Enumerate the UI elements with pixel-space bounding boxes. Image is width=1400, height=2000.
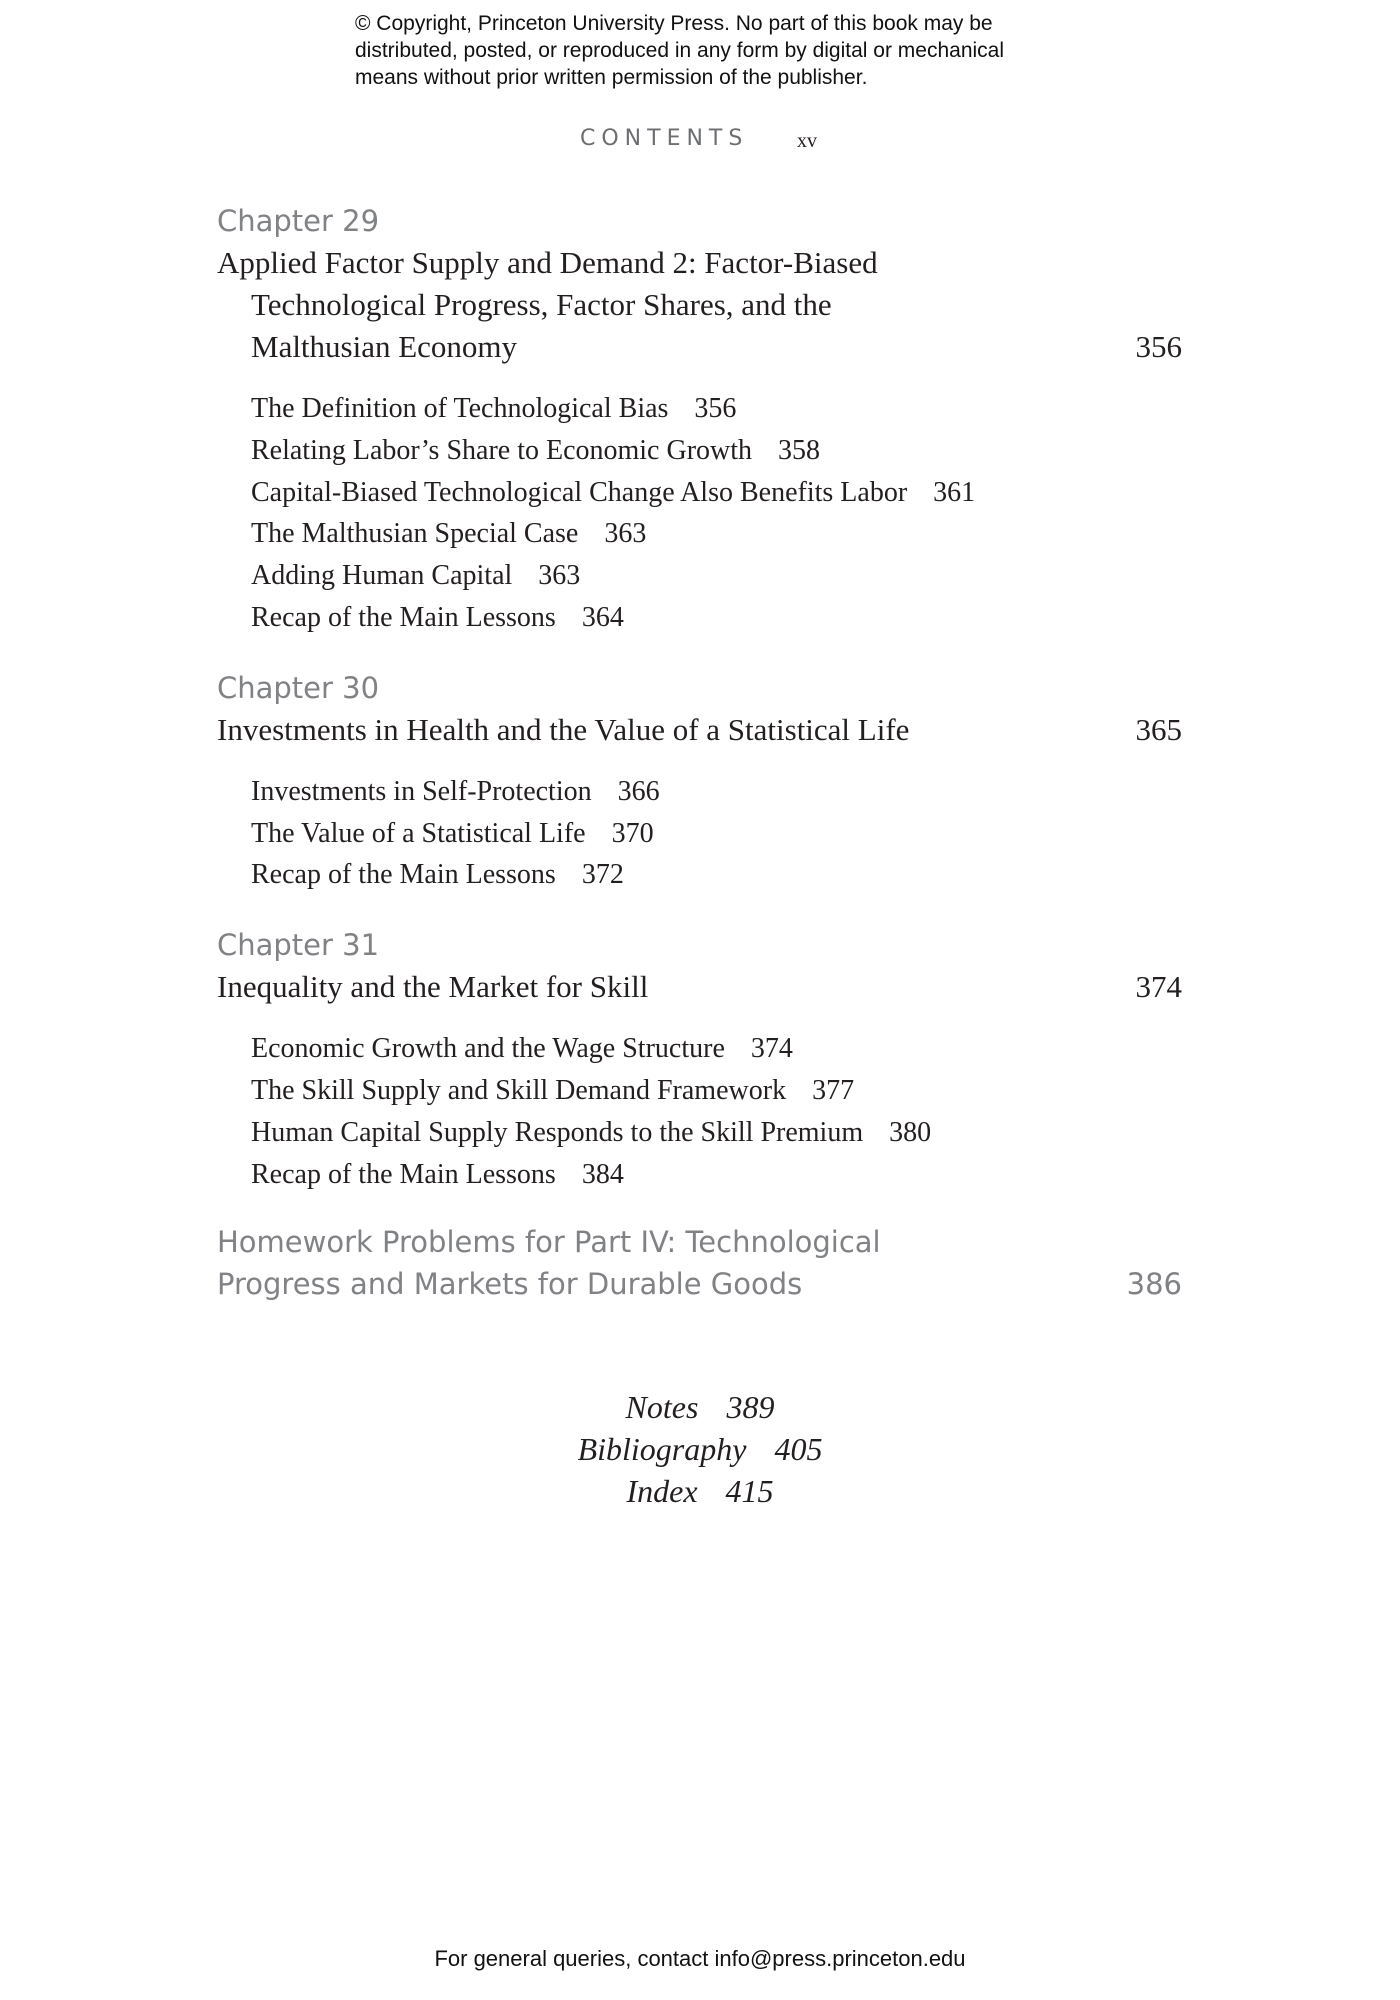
section-page-number: 366 <box>617 775 660 807</box>
copyright-notice <box>355 10 1095 91</box>
section-page-number: 380 <box>889 1116 932 1148</box>
section-title: Relating Labor’s Share to Economic Growth <box>251 434 753 466</box>
section-entry <box>251 1070 1182 1112</box>
back-matter-notes <box>0 1386 1400 1428</box>
section-title: Capital-Biased Technological Change Also Benefits Labor <box>251 476 908 508</box>
section-entry <box>251 430 1182 472</box>
section-page-number: 374 <box>750 1033 793 1065</box>
homework-title-line: Progress and Markets for Durable Goods <box>217 1267 803 1302</box>
section-page-number: 364 <box>581 601 624 633</box>
section-page-number: 372 <box>581 859 624 891</box>
back-matter-title: Notes <box>625 1389 699 1425</box>
chapter-title-line: Technological Progress, Factor Shares, and the <box>251 287 832 322</box>
chapter-title <box>217 709 1182 751</box>
section-title: The Value of a Statistical Life <box>251 817 586 849</box>
section-list <box>217 1028 1182 1195</box>
section-title: Economic Growth and the Wage Structure <box>251 1033 725 1065</box>
section-entry <box>251 854 1182 896</box>
chapter-label: Chapter 30 <box>217 670 380 705</box>
section-title: Human Capital Supply Responds to the Skill Premium <box>251 1116 864 1148</box>
chapter-title-line: Applied Factor Supply and Demand 2: Factor-Biased <box>217 245 878 280</box>
section-page-number: 356 <box>694 393 737 424</box>
back-matter-page-number: 389 <box>726 1389 775 1425</box>
section-entry <box>251 388 1182 430</box>
chapter-title-line: Malthusian Economy <box>251 329 518 364</box>
chapter-title-line: Investments in Health and the Value of a Statistical Life <box>217 711 910 747</box>
section-page-number: 361 <box>933 476 976 508</box>
section-entry <box>251 472 1182 514</box>
back-matter-bibliography <box>0 1428 1400 1470</box>
chapter-title-row <box>217 709 1182 751</box>
back-matter-page-number: 405 <box>774 1431 823 1467</box>
section-title: Recap of the Main Lessons <box>251 859 556 891</box>
footer-contact: For general queries, contact info@press.princeton.edu <box>434 1946 966 1971</box>
copyright-line: distributed, posted, or reproduced in any form by digital or mechanical <box>355 39 1005 62</box>
chapter-page-number: 365 <box>1135 711 1182 747</box>
chapter-title-line: Inequality and the Market for Skill <box>217 969 649 1005</box>
section-title: Recap of the Main Lessons <box>251 601 556 633</box>
section-entry <box>251 555 1182 597</box>
section-entry <box>251 1154 1182 1196</box>
section-title: The Skill Supply and Skill Demand Framework <box>251 1074 787 1106</box>
table-of-contents <box>217 202 1182 1305</box>
chapter-30-entry <box>217 669 1182 896</box>
section-entry <box>251 597 1182 639</box>
running-head-page-number: xv <box>797 130 817 152</box>
chapter-title <box>217 966 1182 1008</box>
back-matter-page-number: 415 <box>725 1473 774 1509</box>
copyright-line: © Copyright, Princeton University Press. No part of this book may be <box>355 12 993 35</box>
chapter-title-row <box>217 966 1182 1008</box>
homework-page-number: 386 <box>1126 1267 1182 1302</box>
section-page-number: 363 <box>604 518 647 550</box>
running-head-title: CONTENTS <box>580 126 749 151</box>
chapter-29-entry <box>217 202 1182 639</box>
homework-problems-entry <box>217 1221 1182 1305</box>
section-page-number: 384 <box>581 1158 624 1190</box>
back-matter-index <box>0 1470 1400 1512</box>
section-title: Investments in Self-Protection <box>251 775 592 807</box>
chapter-page-number: 374 <box>1135 969 1182 1005</box>
chapter-title <box>217 242 1182 368</box>
running-head <box>0 126 1400 158</box>
chapter-label: Chapter 31 <box>217 928 380 963</box>
section-page-number: 363 <box>538 560 581 592</box>
section-title: The Malthusian Special Case <box>251 518 579 550</box>
section-entry <box>251 513 1182 555</box>
section-page-number: 370 <box>611 817 654 849</box>
chapter-label: Chapter 29 <box>217 204 380 238</box>
copyright-line: means without prior written permission of the publisher. <box>355 66 868 89</box>
chapter-page-number: 356 <box>1135 329 1182 364</box>
section-entry <box>251 1112 1182 1154</box>
section-title: Adding Human Capital <box>251 560 513 592</box>
chapter-31-entry <box>217 926 1182 1195</box>
section-title: The Definition of Technological Bias <box>251 393 669 424</box>
section-entry <box>251 813 1182 855</box>
back-matter-list <box>0 1386 1400 1512</box>
section-title: Recap of the Main Lessons <box>251 1158 556 1190</box>
section-list <box>217 388 1182 639</box>
back-matter-title: Bibliography <box>577 1431 747 1467</box>
homework-title-line: Homework Problems for Part IV: Technological <box>217 1225 881 1260</box>
section-entry <box>251 1028 1182 1070</box>
section-page-number: 377 <box>812 1074 855 1106</box>
section-list <box>217 771 1182 896</box>
section-page-number: 358 <box>778 434 821 466</box>
chapter-title-row <box>217 242 1182 368</box>
section-entry <box>251 771 1182 813</box>
back-matter-title: Index <box>626 1473 698 1509</box>
